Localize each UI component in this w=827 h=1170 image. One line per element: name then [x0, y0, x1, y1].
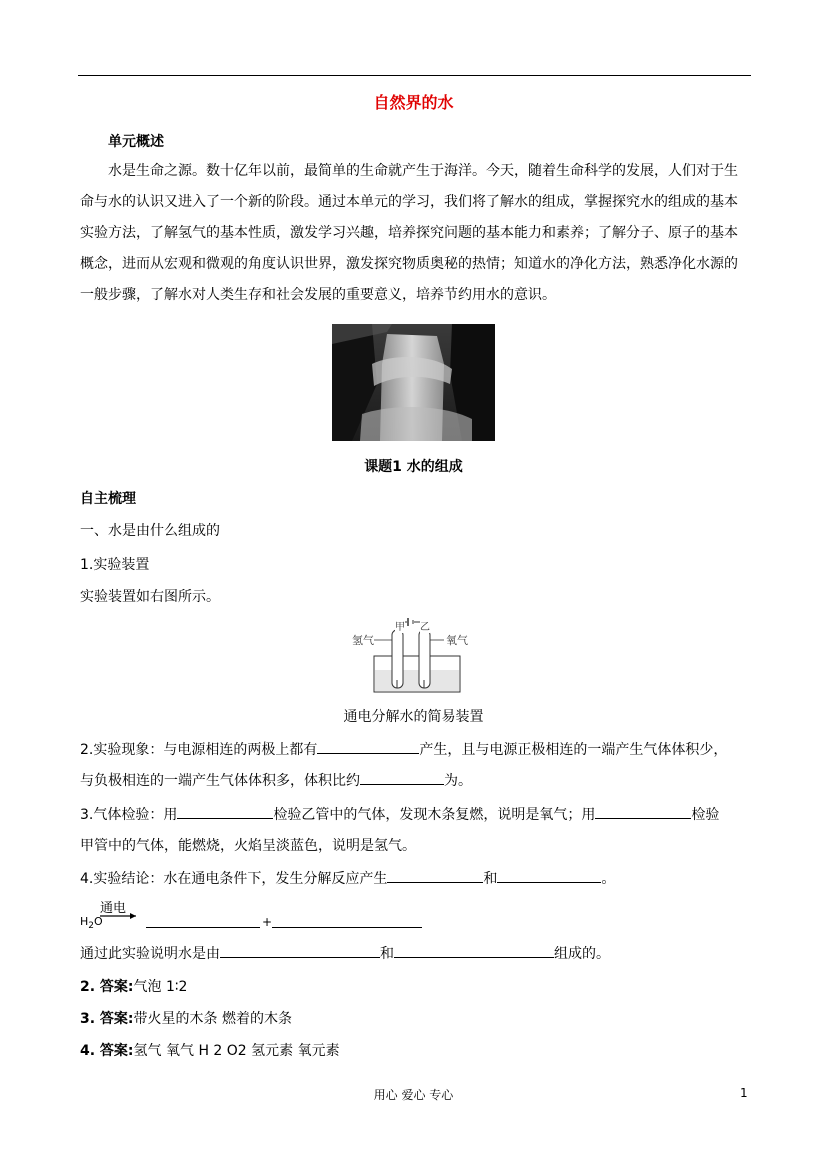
answer-label: 2. 答案:	[80, 979, 134, 995]
q2-text-4: 为。	[444, 773, 472, 789]
equation-blank-2[interactable]	[272, 913, 422, 928]
tube-jia-label: 甲	[395, 618, 405, 633]
equation-plus: +	[262, 915, 273, 929]
formula-o: O	[94, 915, 103, 928]
q2-text-1: 2.实验现象：与电源相连的两极上都有	[80, 742, 318, 758]
answer-4	[80, 1040, 340, 1060]
lesson-title: 课题1 水的组成	[364, 459, 463, 475]
equation-blank-1[interactable]	[146, 913, 260, 928]
q3-text-2: 检验乙管中的气体，发现木条复燃，说明是氧气；用	[273, 807, 596, 823]
question-3-line-2: 甲管中的气体，能燃烧，火焰呈淡蓝色，说明是氢气。	[80, 838, 416, 854]
q4-blank-1[interactable]	[387, 868, 483, 883]
composition-text-3: 组成的。	[554, 946, 610, 962]
formula-subscript: 2	[88, 921, 95, 931]
hydrogen-label: 氢气	[352, 634, 374, 647]
q4-text-1: 4.实验结论：水在通电条件下，发生分解反应产生	[80, 871, 388, 887]
question-2-line-1	[80, 739, 727, 759]
item1-heading: 1.实验装置	[80, 557, 150, 573]
q2-text-3: 与负极相连的一端产生气体体积多，体积比约	[80, 773, 360, 789]
answer-text: 氢气 氧气 H 2 O2 氢元素 氧元素	[133, 1043, 340, 1059]
page-title: 自然界的水	[373, 93, 454, 112]
answer-label: 3. 答案:	[80, 1011, 134, 1027]
answer-3	[80, 1008, 292, 1028]
page-footer: 用心 爱心 专心	[373, 1088, 454, 1102]
decomposition-equation	[80, 897, 440, 933]
header-rule	[78, 75, 751, 76]
q3-text-3: 检验	[691, 807, 720, 823]
q3-blank-1[interactable]	[177, 804, 273, 819]
page-number: 1	[740, 1086, 748, 1100]
q4-text-2: 和	[483, 871, 498, 887]
formula-h: H	[80, 915, 89, 928]
q4-blank-2[interactable]	[497, 868, 601, 883]
apparatus-caption: 通电分解水的简易装置	[343, 709, 484, 725]
section-heading: 自主梳理	[80, 491, 136, 507]
electrolysis-apparatus-diagram	[352, 618, 482, 696]
waterfall-photo	[332, 324, 495, 441]
overview-heading: 单元概述	[108, 134, 164, 150]
q2-blank-2[interactable]	[360, 770, 444, 785]
q3-blank-2[interactable]	[595, 804, 691, 819]
question-3-line-1	[80, 804, 719, 824]
answer-text: 气泡 1∶2	[133, 979, 188, 995]
answer-2	[80, 976, 187, 996]
q3-text-1: 3.气体检验：用	[80, 807, 178, 823]
question-2-line-2	[80, 770, 472, 790]
composition-blank-1[interactable]	[220, 943, 380, 958]
answer-text: 带火星的木条 燃着的木条	[133, 1011, 292, 1027]
composition-line	[80, 943, 610, 963]
answer-label: 4. 答案:	[80, 1043, 134, 1059]
composition-blank-2[interactable]	[394, 943, 554, 958]
q2-text-2: 产生，且与电源正极相连的一端产生气体体积少，	[419, 742, 728, 758]
part1-heading: 一、水是由什么组成的	[80, 523, 220, 539]
composition-text-2: 和	[380, 946, 394, 962]
tube-yi-label: 乙	[420, 618, 430, 633]
composition-text-1: 通过此实验说明水是由	[80, 946, 220, 962]
oxygen-label: 氧气	[446, 634, 468, 647]
arrow-icon	[100, 911, 140, 921]
overview-paragraph: 水是生命之源。数十亿年以前，最简单的生命就产生于海洋。今天，随着生命科学的发展，人们对于生命与水的认识又进入了一个新的阶段。通过本单元的学习，我们将了解水的组成，掌握探究水的组成的基本实验方法，了解氢气的基本性质，激发学习兴趣，培养探究问题的基本能力和素养；了解分子、原子的基本概念，进而从宏观和微观的角度认识世界，激发探究物质奥秘的热情；知道水的净化方法，熟悉净化水源的一般步骤，了解水对人类生存和社会发展的重要意义，培养节约用水的意识。	[80, 163, 738, 303]
q4-text-3: 。	[601, 871, 616, 887]
equation-condition: 通电	[100, 901, 127, 916]
question-4-line	[80, 868, 615, 888]
q2-blank-1[interactable]	[317, 739, 419, 754]
item1-text: 实验装置如右图所示。	[80, 589, 220, 605]
